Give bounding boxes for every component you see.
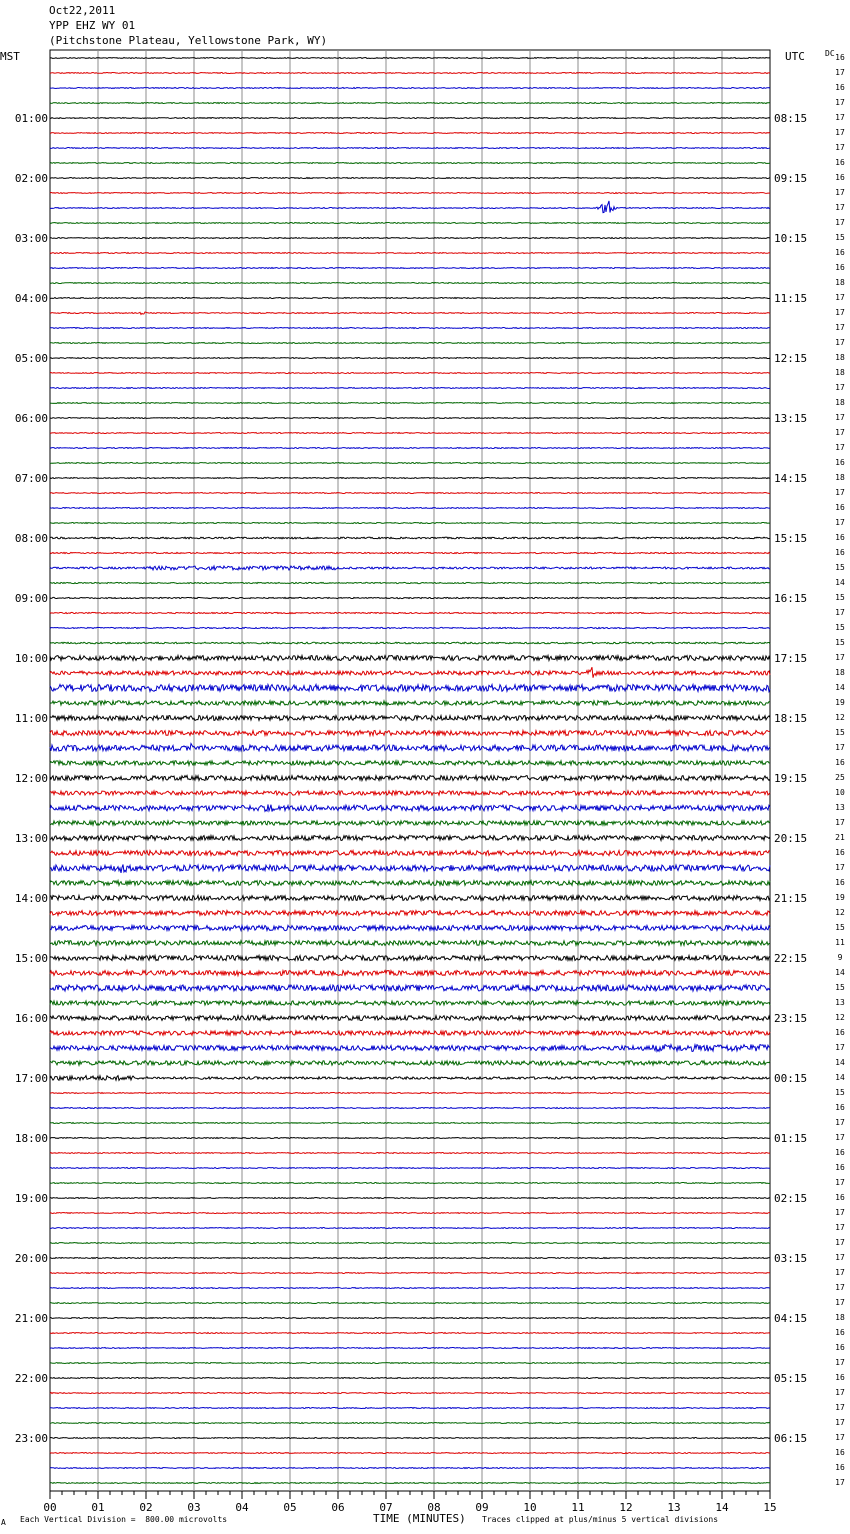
dc-offset-label: 17: [835, 323, 845, 332]
left-hour-label: 02:00: [14, 172, 48, 185]
trace-line: [50, 612, 770, 613]
trace-line: [50, 911, 770, 916]
right-hour-label: 18:15: [774, 712, 808, 725]
dc-offset-label: 16: [835, 1373, 845, 1382]
x-tick-label: 09: [475, 1501, 489, 1514]
trace-line: [50, 201, 770, 213]
trace-line: [50, 656, 770, 661]
x-tick-label: 06: [331, 1501, 345, 1514]
right-hour-label: 08:15: [774, 112, 808, 125]
left-hour-label: 19:00: [14, 1192, 48, 1205]
dc-offset-label: 11: [835, 938, 845, 947]
trace-line: [50, 956, 770, 961]
dc-offset-label: 17: [835, 1283, 845, 1292]
left-hour-label: 01:00: [14, 112, 48, 125]
trace-line: [50, 851, 770, 856]
dc-offset-label: 16: [835, 1028, 845, 1037]
trace-line: [50, 566, 770, 570]
left-hour-label: 18:00: [14, 1132, 48, 1145]
dc-offset-label: 17: [835, 413, 845, 422]
dc-offset-label: 16: [835, 758, 845, 767]
trace-line: [50, 776, 770, 781]
dc-offset-label: 17: [835, 1298, 845, 1307]
right-hour-label: 19:15: [774, 772, 808, 785]
trace-line: [50, 373, 770, 374]
trace-line: [50, 358, 770, 359]
trace-line: [50, 896, 770, 901]
trace-line: [50, 58, 770, 59]
trace-line: [50, 1333, 770, 1334]
dc-offset-label: 17: [835, 863, 845, 872]
trace-line: [50, 1123, 770, 1124]
dc-offset-label: 13: [835, 803, 845, 812]
trace-line: [50, 328, 770, 329]
dc-offset-label: 17: [835, 68, 845, 77]
trace-line: [50, 881, 770, 886]
trace-line: [50, 821, 770, 825]
dc-offset-label: 16: [835, 248, 845, 257]
vertical-scale-note: Each Vertical Division = 800.00 microvolts: [20, 1515, 228, 1524]
dc-offset-label: 17: [835, 308, 845, 317]
trace-line: [50, 148, 770, 149]
trace-line: [50, 685, 770, 692]
right-hour-label: 16:15: [774, 592, 808, 605]
corner-mark: A: [1, 1518, 6, 1527]
left-hour-label: 23:00: [14, 1432, 48, 1445]
right-hour-label: 11:15: [774, 292, 808, 305]
dc-offset-label: 18: [835, 353, 845, 362]
dc-offset-label: 16: [835, 548, 845, 557]
right-hour-label: 06:15: [774, 1432, 808, 1445]
trace-line: [50, 941, 770, 946]
dc-offset-label: 17: [835, 203, 845, 212]
trace-line: [50, 1408, 770, 1409]
dc-offset-label: 25: [835, 773, 845, 782]
dc-offset-label: 13: [835, 998, 845, 1007]
dc-offset-label: 15: [835, 593, 845, 602]
right-hour-label: 05:15: [774, 1372, 808, 1385]
dc-offset-label: 16: [835, 1343, 845, 1352]
dc-offset-label: 17: [835, 1358, 845, 1367]
x-tick-label: 03: [187, 1501, 201, 1514]
left-hour-label: 20:00: [14, 1252, 48, 1265]
trace-line: [50, 1228, 770, 1229]
right-hour-label: 12:15: [774, 352, 808, 365]
dc-offset-label: 15: [835, 233, 845, 242]
dc-offset-label: 12: [835, 1013, 845, 1022]
trace-line: [50, 791, 770, 795]
trace-line: [50, 1363, 770, 1364]
trace-line: [50, 1016, 770, 1021]
trace-line: [50, 1243, 770, 1244]
trace-line: [50, 582, 770, 583]
trace-line: [50, 1076, 770, 1081]
dc-offset-label: 16: [835, 848, 845, 857]
left-hour-label: 16:00: [14, 1012, 48, 1025]
dc-offset-label: 17: [835, 1253, 845, 1262]
right-hour-label: 20:15: [774, 832, 808, 845]
trace-line: [50, 925, 770, 930]
trace-line: [50, 642, 770, 644]
trace-line: [50, 716, 770, 721]
trace-line: [50, 1483, 770, 1484]
dc-offset-label: 15: [835, 638, 845, 647]
trace-line: [50, 388, 770, 389]
left-hour-label: 06:00: [14, 412, 48, 425]
trace-line: [50, 478, 770, 479]
dc-offset-label: 18: [835, 473, 845, 482]
dc-offset-label: 17: [835, 383, 845, 392]
right-axis-title: UTC: [785, 50, 805, 63]
trace-line: [50, 463, 770, 464]
dc-offset-label: 17: [835, 143, 845, 152]
right-hour-label: 21:15: [774, 892, 808, 905]
x-tick-label: 05: [283, 1501, 297, 1514]
dc-offset-label: 17: [835, 1223, 845, 1232]
trace-line: [50, 1198, 770, 1199]
trace-line: [50, 508, 770, 509]
trace-line: [50, 1318, 770, 1319]
dc-offset-label: 17: [835, 608, 845, 617]
dc-offset-label: 17: [835, 743, 845, 752]
trace-line: [50, 118, 770, 119]
right-hour-label: 09:15: [774, 172, 808, 185]
dc-offset-label: 16: [835, 173, 845, 182]
dc-offset-label: 17: [835, 338, 845, 347]
x-tick-label: 10: [523, 1501, 537, 1514]
trace-line: [50, 178, 770, 179]
trace-line: [50, 343, 770, 344]
trace-line: [50, 298, 770, 299]
dc-offset-label: 16: [835, 158, 845, 167]
dc-offset-label: 15: [835, 983, 845, 992]
dc-offset-label: 16: [835, 1148, 845, 1157]
dc-offset-label: 17: [835, 1208, 845, 1217]
trace-line: [50, 133, 770, 134]
trace-line: [50, 1093, 770, 1094]
dc-offset-label: 17: [835, 188, 845, 197]
left-hour-label: 08:00: [14, 532, 48, 545]
dc-offset-label: 17: [835, 818, 845, 827]
dc-offset-label: 17: [835, 443, 845, 452]
right-hour-label: 14:15: [774, 472, 808, 485]
trace-line: [50, 1378, 770, 1379]
left-hour-label: 11:00: [14, 712, 48, 725]
dc-offset-label: 19: [835, 893, 845, 902]
dc-offset-label: 17: [835, 1238, 845, 1247]
right-hour-label: 10:15: [774, 232, 808, 245]
trace-line: [50, 701, 770, 705]
dc-offset-label: 17: [835, 518, 845, 527]
trace-line: [50, 667, 770, 678]
right-hour-label: 01:15: [774, 1132, 808, 1145]
right-hour-label: 15:15: [774, 532, 808, 545]
left-hour-label: 13:00: [14, 832, 48, 845]
trace-line: [50, 1168, 770, 1169]
trace-line: [50, 627, 770, 628]
right-hour-label: 17:15: [774, 652, 808, 665]
trace-line: [50, 418, 770, 419]
trace-line: [50, 88, 770, 89]
trace-line: [50, 805, 770, 812]
left-hour-label: 14:00: [14, 892, 48, 905]
trace-line: [50, 1108, 770, 1109]
dc-offset-label: 17: [835, 428, 845, 437]
dc-offset-label: 17: [835, 1133, 845, 1142]
left-axis-title: MST: [0, 50, 20, 63]
trace-line: [50, 1423, 770, 1424]
dc-offset-label: 16: [835, 263, 845, 272]
dc-offset-label: 12: [835, 908, 845, 917]
dc-offset-label: 17: [835, 1418, 845, 1427]
dc-offset-label: 16: [835, 1463, 845, 1472]
dc-offset-label: 18: [835, 1313, 845, 1322]
dc-offset-label: 17: [835, 1478, 845, 1487]
x-tick-label: 02: [139, 1501, 153, 1514]
x-tick-label: 11: [571, 1501, 585, 1514]
dc-offset-label: 16: [835, 83, 845, 92]
dc-offset-label: 15: [835, 623, 845, 632]
trace-line: [50, 1348, 770, 1349]
right-hour-label: 00:15: [774, 1072, 808, 1085]
left-hour-label: 15:00: [14, 952, 48, 965]
left-hour-label: 10:00: [14, 652, 48, 665]
dc-offset-label: 17: [835, 1118, 845, 1127]
trace-line: [50, 253, 770, 254]
trace-line: [50, 1153, 770, 1154]
dc-offset-label: 21: [835, 833, 845, 842]
trace-line: [50, 537, 770, 539]
seismic-traces: [50, 58, 770, 1484]
dc-offset-label: 15: [835, 563, 845, 572]
x-tick-label: 04: [235, 1501, 249, 1514]
dc-offset-label: 17: [835, 128, 845, 137]
trace-line: [50, 1303, 770, 1304]
trace-line: [50, 448, 770, 449]
dc-offset-label: 15: [835, 1088, 845, 1097]
x-tick-label: 08: [427, 1501, 441, 1514]
station-code: YPP EHZ WY 01: [49, 19, 136, 32]
left-hour-label: 09:00: [14, 592, 48, 605]
dc-offset-label: 14: [835, 1073, 845, 1082]
trace-line: [50, 985, 770, 991]
trace-line: [50, 523, 770, 524]
left-hour-label: 05:00: [14, 352, 48, 365]
dc-offset-label: 17: [835, 1268, 845, 1277]
dc-offset-label: 16: [835, 1328, 845, 1337]
dc-offset-label: 18: [835, 398, 845, 407]
dc-offset-label: 18: [835, 278, 845, 287]
right-hour-label: 23:15: [774, 1012, 808, 1025]
trace-line: [50, 283, 770, 284]
station-location: (Pitchstone Plateau, Yellowstone Park, WY): [49, 34, 328, 47]
x-tick-label: 15: [763, 1501, 777, 1514]
trace-line: [50, 1045, 770, 1052]
dc-offset-label: 17: [835, 293, 845, 302]
trace-line: [50, 836, 770, 841]
trace-line: [50, 433, 770, 434]
grid-lines: [50, 50, 770, 1491]
dc-offset-label: 16: [835, 53, 845, 62]
x-tick-label: 01: [91, 1501, 105, 1514]
trace-line: [50, 103, 770, 104]
left-hour-label: 07:00: [14, 472, 48, 485]
trace-line: [50, 865, 770, 873]
trace-line: [50, 744, 770, 751]
trace-line: [50, 1468, 770, 1469]
trace-line: [50, 403, 770, 404]
dc-offset-label: 17: [835, 653, 845, 662]
trace-line: [50, 1001, 770, 1005]
dc-label: DC: [825, 49, 835, 58]
trace-line: [50, 552, 770, 553]
dc-offset-label: 16: [835, 878, 845, 887]
left-hour-label: 22:00: [14, 1372, 48, 1385]
trace-line: [50, 761, 770, 765]
x-tick-label: 14: [715, 1501, 729, 1514]
right-hour-label: 02:15: [774, 1192, 808, 1205]
x-axis-title: TIME (MINUTES): [373, 1512, 466, 1525]
trace-line: [50, 493, 770, 494]
trace-line: [50, 1138, 770, 1139]
trace-line: [50, 1438, 770, 1439]
dc-offset-label: 14: [835, 968, 845, 977]
right-hour-label: 22:15: [774, 952, 808, 965]
dc-offset-label: 18: [835, 668, 845, 677]
dc-offset-label: 14: [835, 1058, 845, 1067]
dc-offset-label: 16: [835, 458, 845, 467]
trace-line: [50, 1453, 770, 1454]
x-tick-label: 13: [667, 1501, 681, 1514]
dc-offset-label: 16: [835, 503, 845, 512]
dc-offset-label: 14: [835, 683, 845, 692]
dc-offset-label: 17: [835, 98, 845, 107]
left-hour-label: 17:00: [14, 1072, 48, 1085]
trace-line: [50, 1183, 770, 1184]
trace-line: [50, 1031, 770, 1035]
dc-offset-label: 16: [835, 533, 845, 542]
station-date: Oct22,2011: [49, 4, 116, 17]
plot-frame: [50, 50, 770, 1491]
trace-line: [50, 73, 770, 74]
x-tick-label: 12: [619, 1501, 633, 1514]
dc-offset-label: 16: [835, 1163, 845, 1172]
trace-line: [50, 971, 770, 976]
trace-line: [50, 223, 770, 224]
dc-offset-label: 17: [835, 113, 845, 122]
trace-line: [50, 731, 770, 736]
trace-line: [50, 1393, 770, 1394]
left-hour-label: 04:00: [14, 292, 48, 305]
trace-line: [50, 1258, 770, 1259]
trace-line: [50, 238, 770, 239]
dc-offset-label: 15: [835, 728, 845, 737]
trace-line: [50, 1061, 770, 1065]
dc-offset-label: 16: [835, 1103, 845, 1112]
trace-line: [50, 193, 770, 194]
dc-offset-label: 17: [835, 218, 845, 227]
dc-offset-label: 15: [835, 923, 845, 932]
trace-line: [50, 1213, 770, 1214]
dc-offset-label: 16: [835, 1193, 845, 1202]
left-hour-label: 12:00: [14, 772, 48, 785]
dc-offset-label: 17: [835, 488, 845, 497]
trace-line: [50, 312, 770, 315]
trace-line: [50, 1273, 770, 1274]
dc-offset-label: 14: [835, 578, 845, 587]
x-tick-label: 00: [43, 1501, 57, 1514]
dc-offset-label: 18: [835, 368, 845, 377]
dc-offset-label: 16: [835, 1448, 845, 1457]
dc-offset-label: 19: [835, 698, 845, 707]
x-tick-label: 07: [379, 1501, 393, 1514]
dc-offset-label: 12: [835, 713, 845, 722]
dc-offset-label: 17: [835, 1433, 845, 1442]
dc-offset-label: 17: [835, 1403, 845, 1412]
right-hour-label: 03:15: [774, 1252, 808, 1265]
dc-offset-label: 17: [835, 1043, 845, 1052]
trace-line: [50, 597, 770, 598]
dc-offset-label: 17: [835, 1388, 845, 1397]
left-hour-label: 03:00: [14, 232, 48, 245]
right-hour-label: 13:15: [774, 412, 808, 425]
right-hour-label: 04:15: [774, 1312, 808, 1325]
clipping-note: Traces clipped at plus/minus 5 vertical divisions: [482, 1515, 719, 1524]
trace-line: [50, 163, 770, 164]
dc-offset-label: 10: [835, 788, 845, 797]
trace-line: [50, 1288, 770, 1289]
trace-line: [50, 268, 770, 269]
dc-offset-label: 17: [835, 1178, 845, 1187]
dc-offset-label: 9: [837, 953, 843, 962]
left-hour-label: 21:00: [14, 1312, 48, 1325]
